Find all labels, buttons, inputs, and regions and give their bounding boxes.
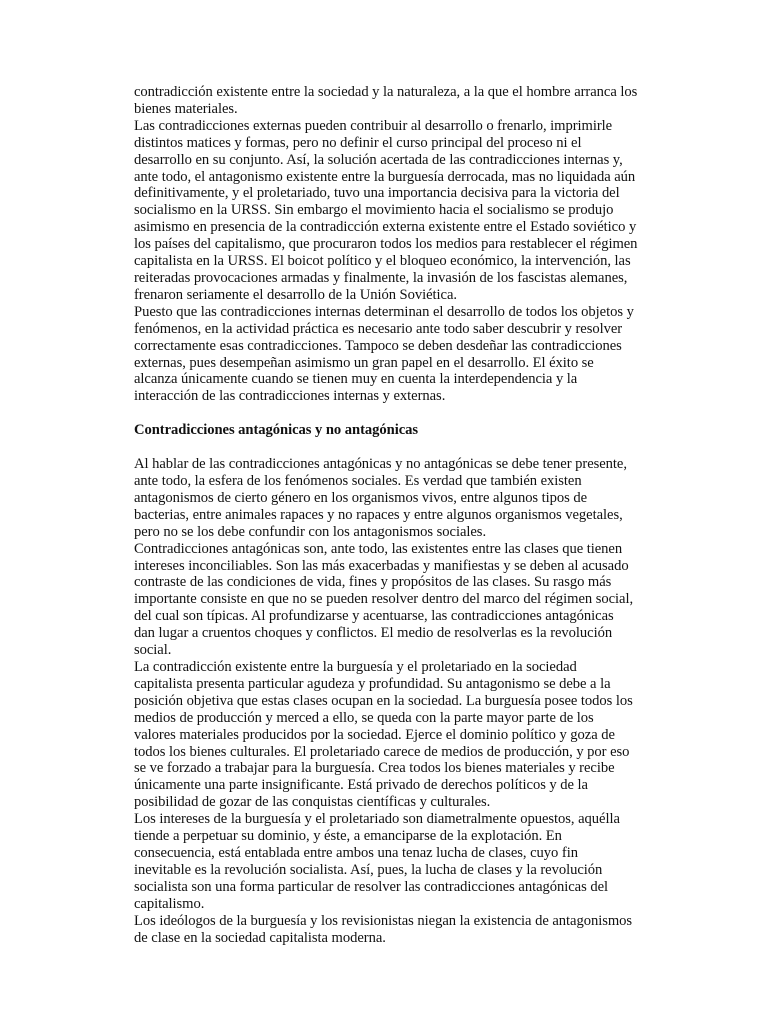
paragraph: Las contradicciones externas pueden contribuir al desarrollo o frenarlo, imprimirle distintos matices y formas, pero no definir el curso principal del proceso ni el desarrollo en su conjunto. Así, la solución acertada de las contradicciones internas y, ante todo, el antagonismo existente entre la burguesía derrocada, mas no liquidada aún definitivamente, y el proletariado, tuvo una importancia decisiva para la victoria del socialismo en la URSS. Sin embargo el movimiento hacia el socialismo se produjo asimismo en presencia de la contradicción externa existente entre el Estado soviético y los países del capitalismo, que procuraron todos los medios para restablecer el régimen capitalista en la URSS. El boicot político y el bloqueo económico, la intervención, las reiteradas provocaciones armadas y finalmente, la invasión de los fascistas alemanes, frenaron seriamente el desarrollo de la Unión Soviética. xyxy=(134,117,638,303)
paragraph: Contradicciones antagónicas son, ante todo, las existentes entre las clases que tienen intereses inconciliables. Son las más exacerbadas y manifiestas y se deben al acusado contraste de las condiciones de vida, fines y propósitos de las clases. Su rasgo más importante consiste en que no se pueden resolver dentro del marco del régimen social, del cual son típicas. Al profundizarse y acentuarse, las contradicciones antagónicas dan lugar a cruentos choques y conflictos. El medio de resolverlas es la revolución social. xyxy=(134,540,634,659)
section-heading: Contradicciones antagónicas y no antagónicas xyxy=(134,422,419,439)
paragraph: Puesto que las contradicciones internas determinan el desarrollo de todos los objetos y fenómenos, en la actividad práctica es necesario ante todo saber descubrir y resolver correctamente esas contradicciones. Tampoco se deben desdeñar las contradicciones externas, pues desempeñan asimismo un gran papel en el desarrollo. El éxito se alcanza únicamente cuando se tienen muy en cuenta la interdependencia y la interacción de las contradicciones internas y externas. xyxy=(134,303,634,405)
paragraph: Al hablar de las contradicciones antagónicas y no antagónicas se debe tener presente, ante todo, la esfera de los fenómenos sociales. Es verdad que también existen antagonismos de cierto género en los organismos vivos, entre algunos tipos de bacterias, entre animales rapaces y no rapaces y entre algunos organismos vegetales, pero no se los debe confundir con los antagonismos sociales. xyxy=(134,456,627,540)
paragraph: Los ideólogos de la burguesía y los revisionistas niegan la existencia de antagonismos de clase en la sociedad capitalista moderna. xyxy=(134,912,633,946)
document-page xyxy=(134,84,638,946)
paragraph: contradicción existente entre la sociedad y la naturaleza, a la que el hombre arranca los bienes materiales. xyxy=(134,84,638,117)
paragraph: La contradicción existente entre la burguesía y el proletariado en la sociedad capitalista presenta particular agudeza y profundidad. Su antagonismo se debe a la posición objetiva que estas clases ocupan en la sociedad. La burguesía posee todos los medios de producción y merced a ello, se queda con la parte mayor parte de los valores materiales producidos por la sociedad. Ejerce el dominio político y goza de todos los bienes culturales. El proletariado carece de medios de producción, y por eso se ve forzado a trabajar para la burguesía. Crea todos los bienes materiales y recibe únicamente una parte insignificante. Está privado de derechos políticos y de la posibilidad de gozar de las conquistas científicas y culturales. xyxy=(134,659,633,811)
paragraph: Los intereses de la burguesía y el proletariado son diametralmente opuestos, aquélla tiende a perpetuar su dominio, y éste, a emanciparse de la explotación. En consecuencia, está entablada entre ambos una tenaz lucha de clases, cuyo fin inevitable es la revolución socialista. Así, pues, la lucha de clases y la revolución socialista son una forma particular de resolver las contradicciones antagónicas del capitalismo. xyxy=(134,811,620,912)
